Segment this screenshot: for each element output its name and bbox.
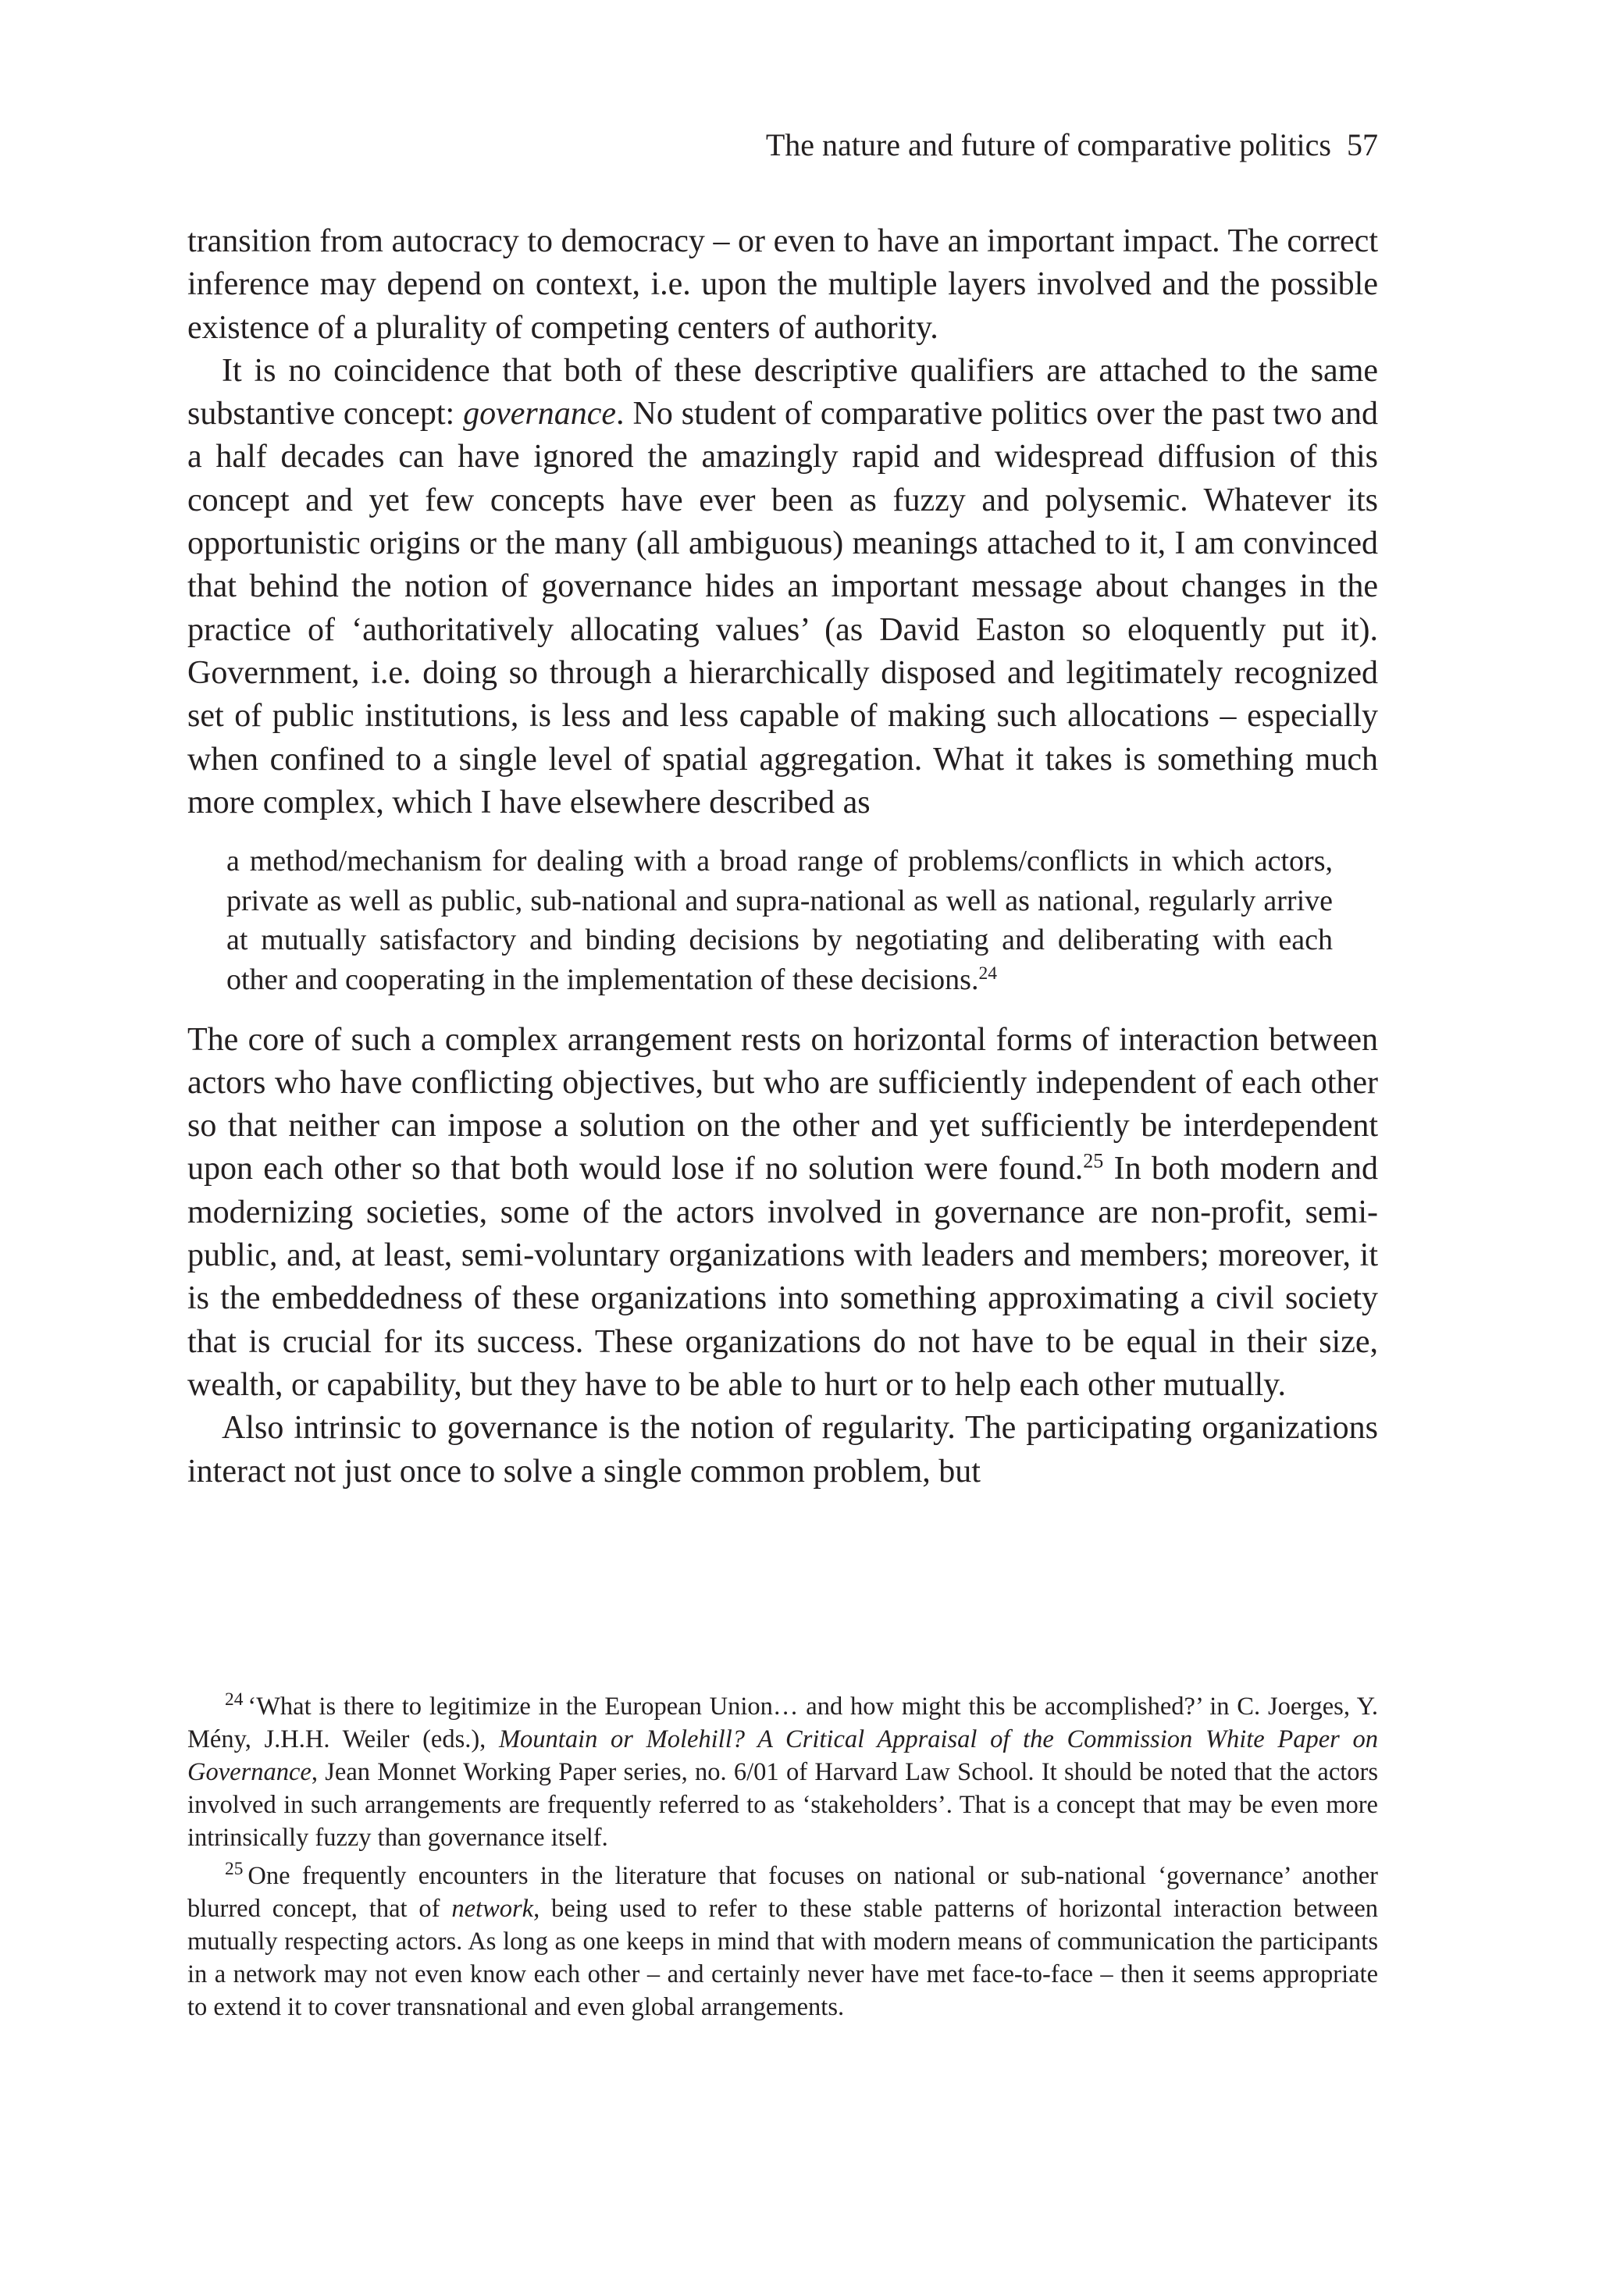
paragraph-2-emphasis: governance <box>463 396 617 433</box>
paragraph-2 <box>187 350 1378 824</box>
page-number: 57 <box>1347 127 1378 162</box>
footnote-ref-24[interactable]: 24 <box>978 963 997 984</box>
footnote-25-text-b: , being used to refer to these stable patterns of horizontal interaction between mutually respecting actors. As long as one keeps in mind that with modern means of communication the participants in a network may not even know each other – and certainly never have met face-to-face – then it seems appropriate to extend it to cover transnational and even global arrangements. <box>187 1895 1378 2021</box>
paragraph-2-text-a: It is no coincidence that both of these descriptive qualifiers are attached to the same substantive concept: <box>187 352 1378 433</box>
paragraph-3-text-b: In both modern and modernizing societies, some of the actors involved in governance are non-profit, semi-public, and, at least, semi-voluntary organizations with leaders and members; moreover, it is the embeddedness of these organizations into something approximating a civil society that is crucial for its success. These organizations do not have to be equal in their size, wealth, or capability, but they have to be able to hurt or to help each other mutually. <box>187 1151 1379 1403</box>
paragraph-1: transition from autocracy to democracy – or even to have an important impact. The correct inference may depend on context, i.e. upon the multiple layers involved and the possible existence of a plurality of competing centers of authority. <box>187 223 1378 346</box>
footnotes <box>187 1690 1378 2029</box>
footnote-24-marker: 24 <box>225 1689 244 1710</box>
paragraph-3-text-a: The core of such a complex arrangement rests on horizontal forms of interaction between actors who have conflicting objectives, but who are sufficiently independent of each other so that neither can impose a solution on the other and yet sufficiently be interdependent upon each other so that both would lose if no solution were found. <box>187 1021 1378 1187</box>
block-quote <box>226 842 1333 999</box>
paragraph-3 <box>187 1019 1378 1408</box>
main-text <box>187 220 1378 1493</box>
footnote-ref-25[interactable]: 25 <box>1083 1150 1104 1173</box>
footnote-24-title: Mountain or Molehill? A Critical Appraisal of the Commission White Paper on Governance <box>187 1725 1379 1786</box>
footnote-25-text-a: One frequently encounters in the literature that focuses on national or sub-national ‘governance’ another blurred concept, that of <box>187 1862 1378 1923</box>
footnote-24-text-a: ‘What is there to legitimize in the European Union… and how might this be accomplished?’ in C. Joerges, Y. Mény, J.H.H. Weiler (eds.), <box>187 1693 1378 1753</box>
footnote-25 <box>187 1860 1378 2024</box>
footnote-25-emphasis: network <box>451 1895 534 1923</box>
footnote-24-text-b: , Jean Monnet Working Paper series, no. 6/01 of Harvard Law School. It should be noted that the actors involved in such arrangements are frequently referred to as ‘stakeholders’. That is a concept that may be even more intrinsically fuzzy than governance itself. <box>187 1758 1378 1852</box>
paragraph-4: Also intrinsic to governance is the notion of regularity. The participating organizations interact not just once to solve a single common problem, but <box>187 1410 1378 1490</box>
footnote-24 <box>187 1690 1378 1854</box>
paragraph-2-text-b: . No student of comparative politics over the past two and a half decades can have ignored the amazingly rapid and widespread diffusion of this concept and yet few concepts have ever been as fuzzy and polysemic. Whatever its opportunistic origins or the many (all ambiguous) meanings attached to it, I am convinced that behind the notion of governance hides an important message about changes in the practice of ‘authoritatively allocating values’ (as David Easton so eloquently put it). Government, i.e. doing so through a hierarchically disposed and legitimately recognized set of public institutions, is less and less capable of making such allocations – especially when confined to a single level of spatial aggregation. What it takes is something much more complex, which I have elsewhere described as <box>187 396 1378 821</box>
block-quote-text: a method/mechanism for dealing with a broad range of problems/conflicts in which actors, private as well as public, sub-national and supra-national as well as national, regularly arrive at mutually satisfactory and binding decisions by negotiating and deliberating with each other and cooperating in the implementation of these decisions. <box>226 845 1333 996</box>
running-head-title: The nature and future of comparative politics <box>765 127 1331 162</box>
running-head <box>187 123 1378 167</box>
footnote-25-marker: 25 <box>225 1859 244 1880</box>
